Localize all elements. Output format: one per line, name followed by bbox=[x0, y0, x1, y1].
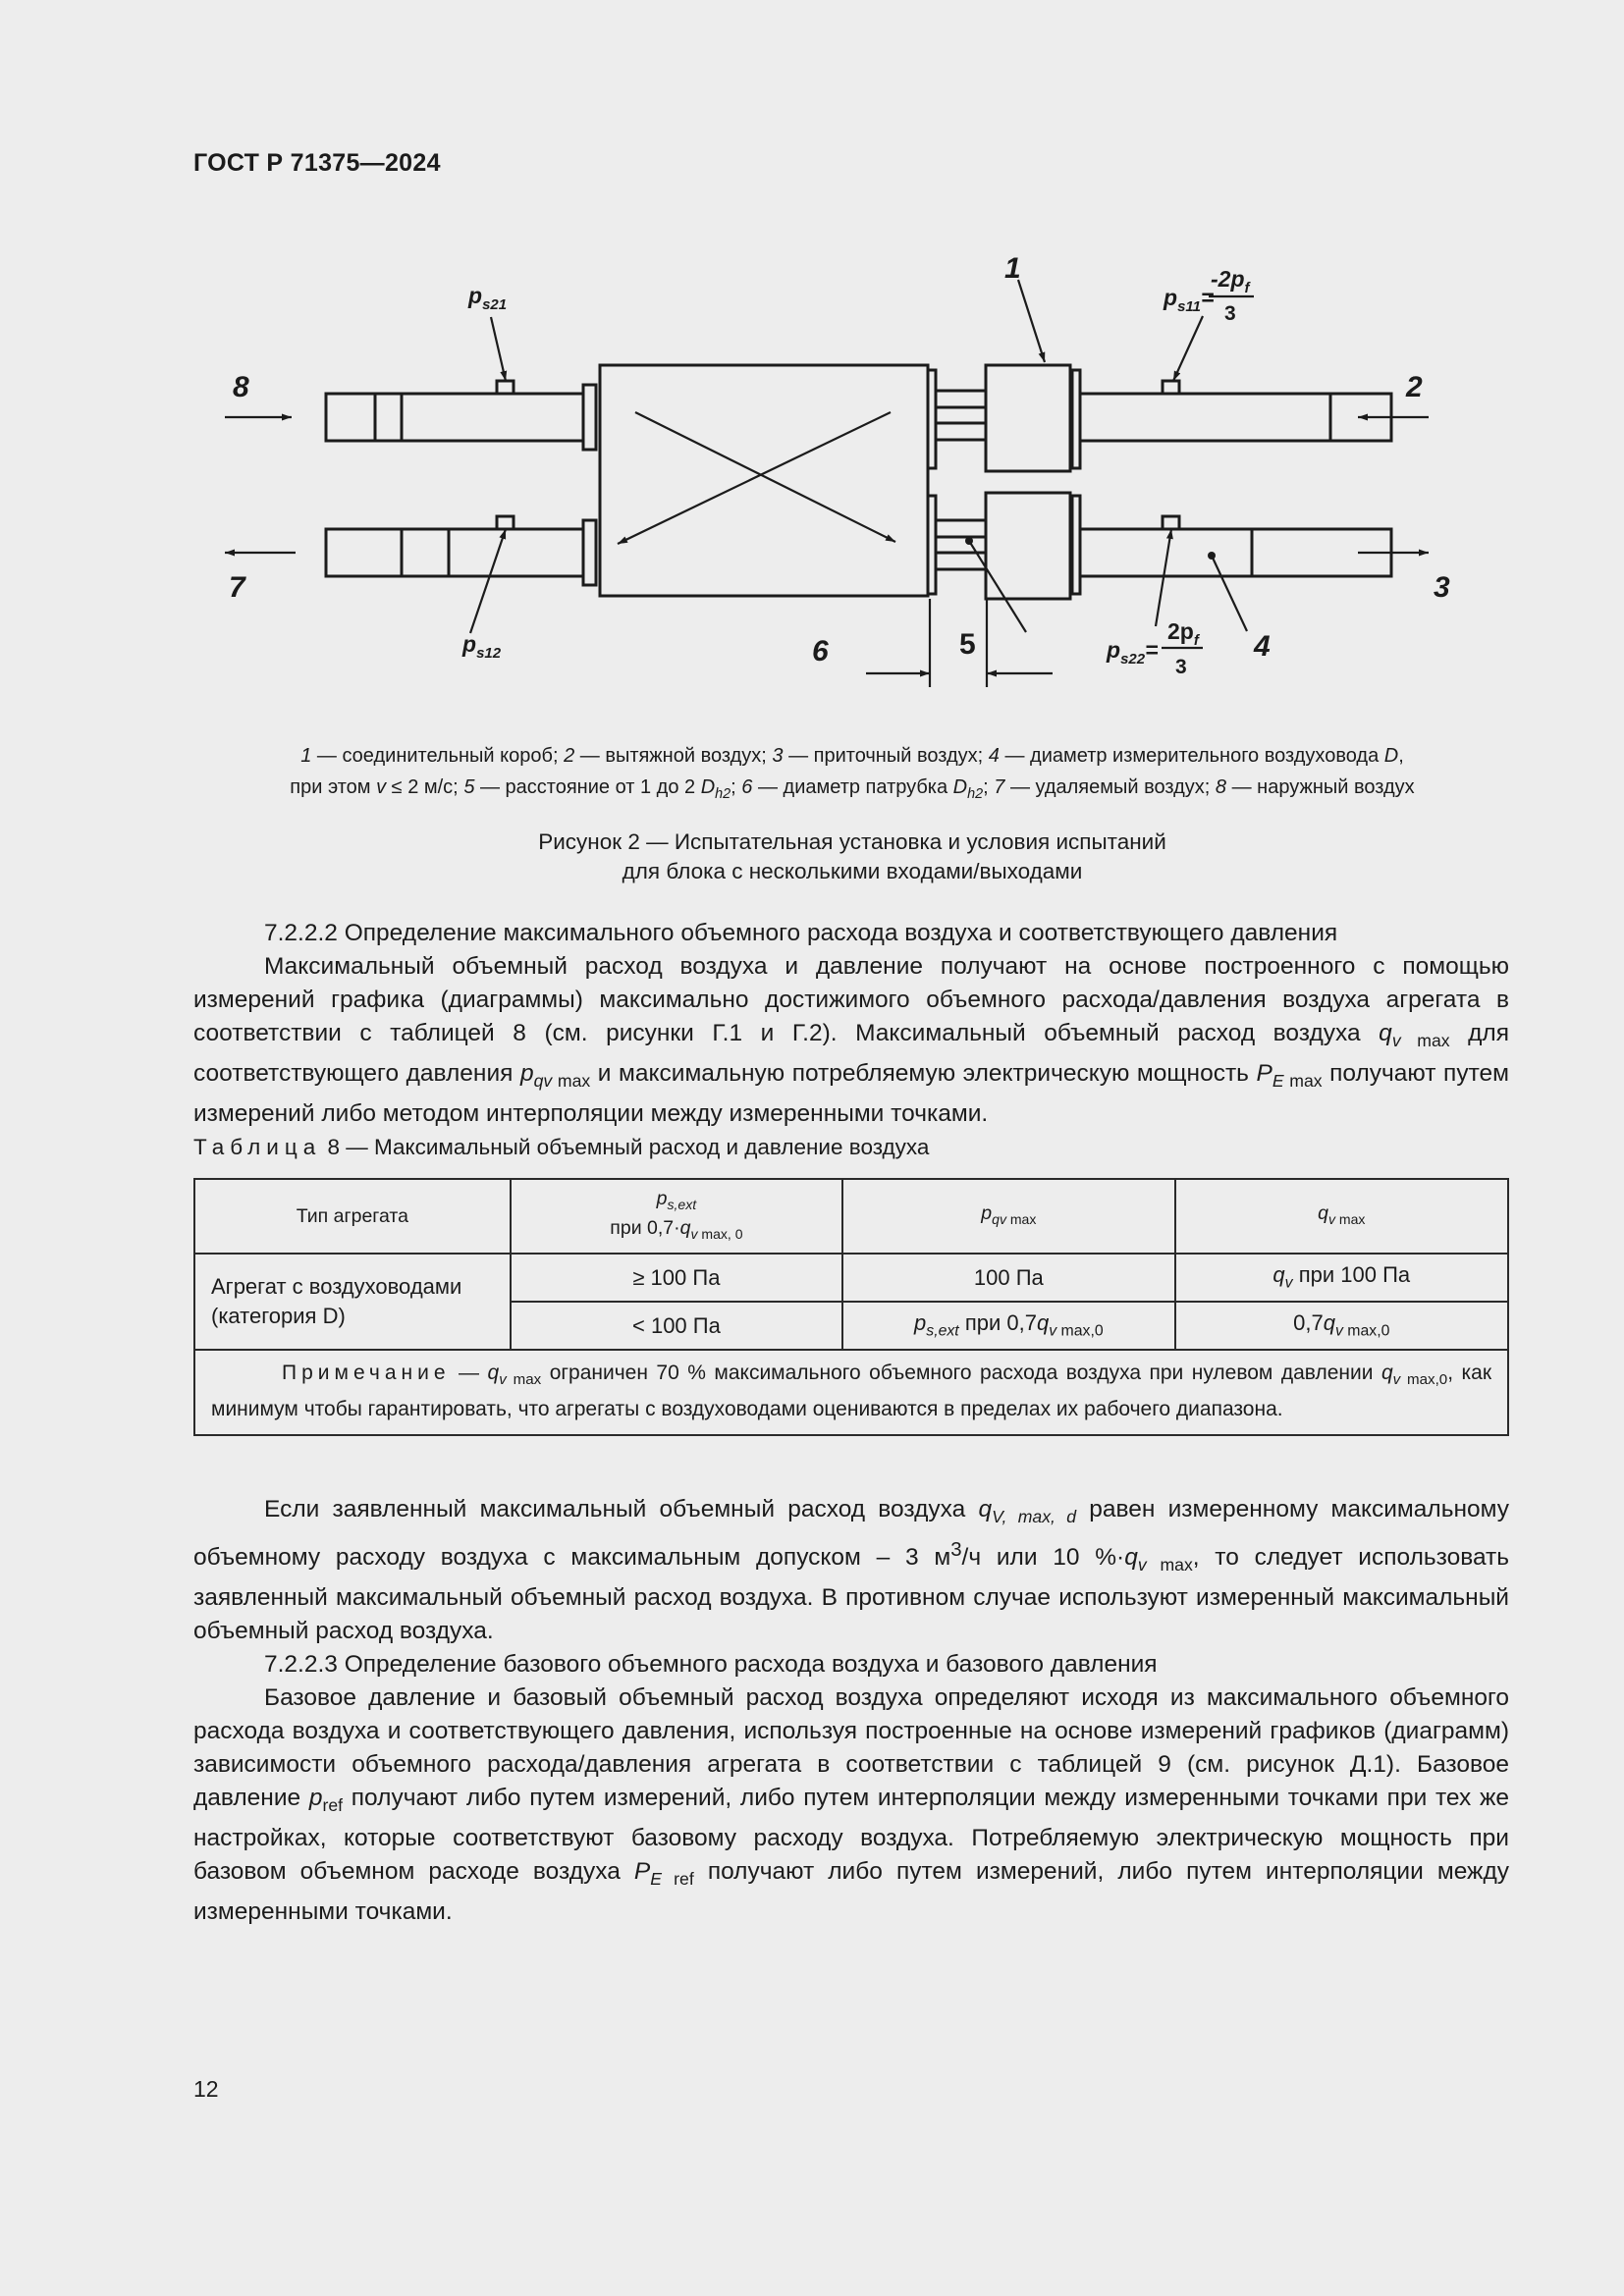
page-number: 12 bbox=[193, 2076, 219, 2102]
label-ps11-numerator: $-2p_f$ bbox=[1211, 266, 1250, 296]
connecting-box-lower bbox=[986, 493, 1070, 599]
table-cell: $0,7q_{v max,0}$ bbox=[1175, 1302, 1508, 1350]
body-paragraph: Максимальный объемный расход воздуха и давление получают на основе построенного с помощью измерений графика (диаграммы) максимально достижимого объемного расхода/давления воздуха агрегата в соответствии с таблицей 8 (см. рисунки Г.1 и Г.2). Максимальный объемный расход воздуха $q_{v max}$ для соответствующего давления $p_{qv max}$ и максимальную потребляемую электрическую мощность $P_{E max}$ получают путем измерений либо методом интерполяции между измеренными точками. bbox=[193, 953, 1509, 1127]
table-note-row bbox=[194, 1350, 1508, 1435]
test-setup-diagram bbox=[193, 236, 1470, 707]
label-ps12: $p_{s12}$ bbox=[462, 631, 502, 662]
label-outdoor-air-8: 8 bbox=[233, 371, 249, 403]
label-supply-air-3: 3 bbox=[1434, 571, 1450, 604]
table-note: Примечание — $q_{v max}$ ограничен 70 % максимального объемного расхода воздуха при нулевом давлении $q_{v max,0}$, как минимум чтобы гарантировать, что агрегаты с воздуховодами оцениваются в пределах их рабочего диапазона. bbox=[194, 1350, 1508, 1435]
label-extract-air-7: 7 bbox=[229, 571, 245, 604]
left-upper-duct bbox=[402, 394, 583, 441]
section-heading: 7.2.2.3 Определение базового объемного расхода воздуха и базового давления bbox=[264, 1650, 1158, 1678]
pressure-tap-ps21 bbox=[497, 381, 514, 394]
figure-caption: Рисунок 2 — Испытательная установка и условия испытаний для блока с несколькими входами/выходами bbox=[538, 829, 1166, 883]
header-ps-ext: $p_{s,ext}$ при $0,7\cdot q_{v max, 0}$ bbox=[511, 1179, 842, 1254]
right-upper-duct bbox=[1080, 394, 1330, 441]
body-paragraph: Если заявленный максимальный объемный расход воздуха $q_{V, max, d}$ равен измеренному максимальному объемному расходу воздуха с максимальным допуском – 3 $м^3/ч$ или 10 $\%\cdot q_{v max}$, то следует использовать заявленный максимальный объемный расход воздуха. В противном случае используют измеренный максимальный объемный расход воздуха. bbox=[193, 1496, 1510, 1644]
table-cell: < 100 Па bbox=[511, 1302, 842, 1350]
label-ps11: $p_{s11}=$ bbox=[1164, 285, 1215, 315]
connecting-box-upper bbox=[986, 365, 1070, 471]
table-cell: ≥ 100 Па bbox=[511, 1254, 842, 1302]
header-qv-max: $q_{v max}$ bbox=[1175, 1179, 1508, 1254]
figure-legend: 1 — соединительный короб; 2 — вытяжной воздух; 3 — приточный воздух; 4 — диаметр измерительного воздуховода D, при этом v ≤ 2 м/с; 5 — расстояние от 1 до 2 $D_{h2}$; 6 — диаметр патрубка $D_{h2}$; 7 — удаляемый воздух; 8 — наружный воздух bbox=[290, 745, 1415, 802]
row-label-ducted-unit: Агрегат с воздуховодами (категория D) bbox=[194, 1254, 511, 1350]
pressure-tap-ps12 bbox=[497, 516, 514, 529]
section-7-2-2-3 bbox=[193, 1493, 1509, 1929]
header-pqv-max: $p_{qv max}$ bbox=[842, 1179, 1174, 1254]
label-duct-diameter-4: 4 bbox=[1254, 630, 1271, 663]
document-header: ГОСТ Р 71375—2024 bbox=[193, 149, 441, 177]
label-ps21: $p_{s21}$ bbox=[468, 283, 508, 313]
label-ps22-denominator: 3 bbox=[1175, 656, 1187, 678]
table-cell: $p_{s,ext}$ при $0,7q_{v max,0}$ bbox=[842, 1302, 1174, 1350]
label-ps22: $p_{s22}=$ bbox=[1107, 637, 1159, 667]
pressure-tap-ps11 bbox=[1163, 381, 1179, 394]
label-connecting-box-1: 1 bbox=[1004, 252, 1021, 285]
table-8 bbox=[193, 1178, 1509, 1436]
section-7-2-2-2 bbox=[193, 917, 1509, 1131]
table-title: Таблица 8 — Максимальный объемный расход и давление воздуха bbox=[193, 1135, 930, 1159]
section-heading: 7.2.2.2 Определение максимального объемного расхода воздуха и соответствующего давления bbox=[264, 920, 1338, 946]
table-cell: 100 Па bbox=[842, 1254, 1174, 1302]
label-ps11-denominator: 3 bbox=[1224, 302, 1236, 325]
label-spigot-diameter-6: 6 bbox=[812, 635, 829, 667]
label-distance-5: 5 bbox=[959, 628, 976, 661]
table-header-row bbox=[194, 1179, 1508, 1254]
ventilation-unit-box bbox=[600, 365, 928, 596]
test-setup-figure bbox=[193, 236, 1470, 707]
pressure-tap-ps22 bbox=[1163, 516, 1179, 529]
label-ps22-numerator: $2p_f$ bbox=[1167, 618, 1199, 649]
table-row bbox=[194, 1254, 1508, 1302]
header-unit-type: Тип агрегата bbox=[194, 1179, 511, 1254]
left-lower-duct-section bbox=[326, 529, 402, 576]
left-upper-duct-section bbox=[326, 394, 402, 441]
label-exhaust-air-2: 2 bbox=[1406, 371, 1423, 403]
table-cell: $q_v$ при 100 Па bbox=[1175, 1254, 1508, 1302]
body-paragraph: Базовое давление и базовый объемный расход воздуха определяют исходя из максимального объемного расхода воздуха и соответствующего давления, используя построенные на основе измерений графиков (диаграмм) зависимости объемного расхода/давления агрегата в соответствии с таблицей 9 (см. рисунок Д.1). Базовое давление $p_{ref}$ получают либо путем измерений, либо путем интерполяции между измеренными точками при тех же настройках, которые соответствуют базовому расходу воздуха. Потребляемую электрическую мощность при базовом объемном расходе воздуха $P_{E ref}$ получают либо путем измерений, либо путем интерполяции между измеренными точками. bbox=[193, 1683, 1509, 1925]
